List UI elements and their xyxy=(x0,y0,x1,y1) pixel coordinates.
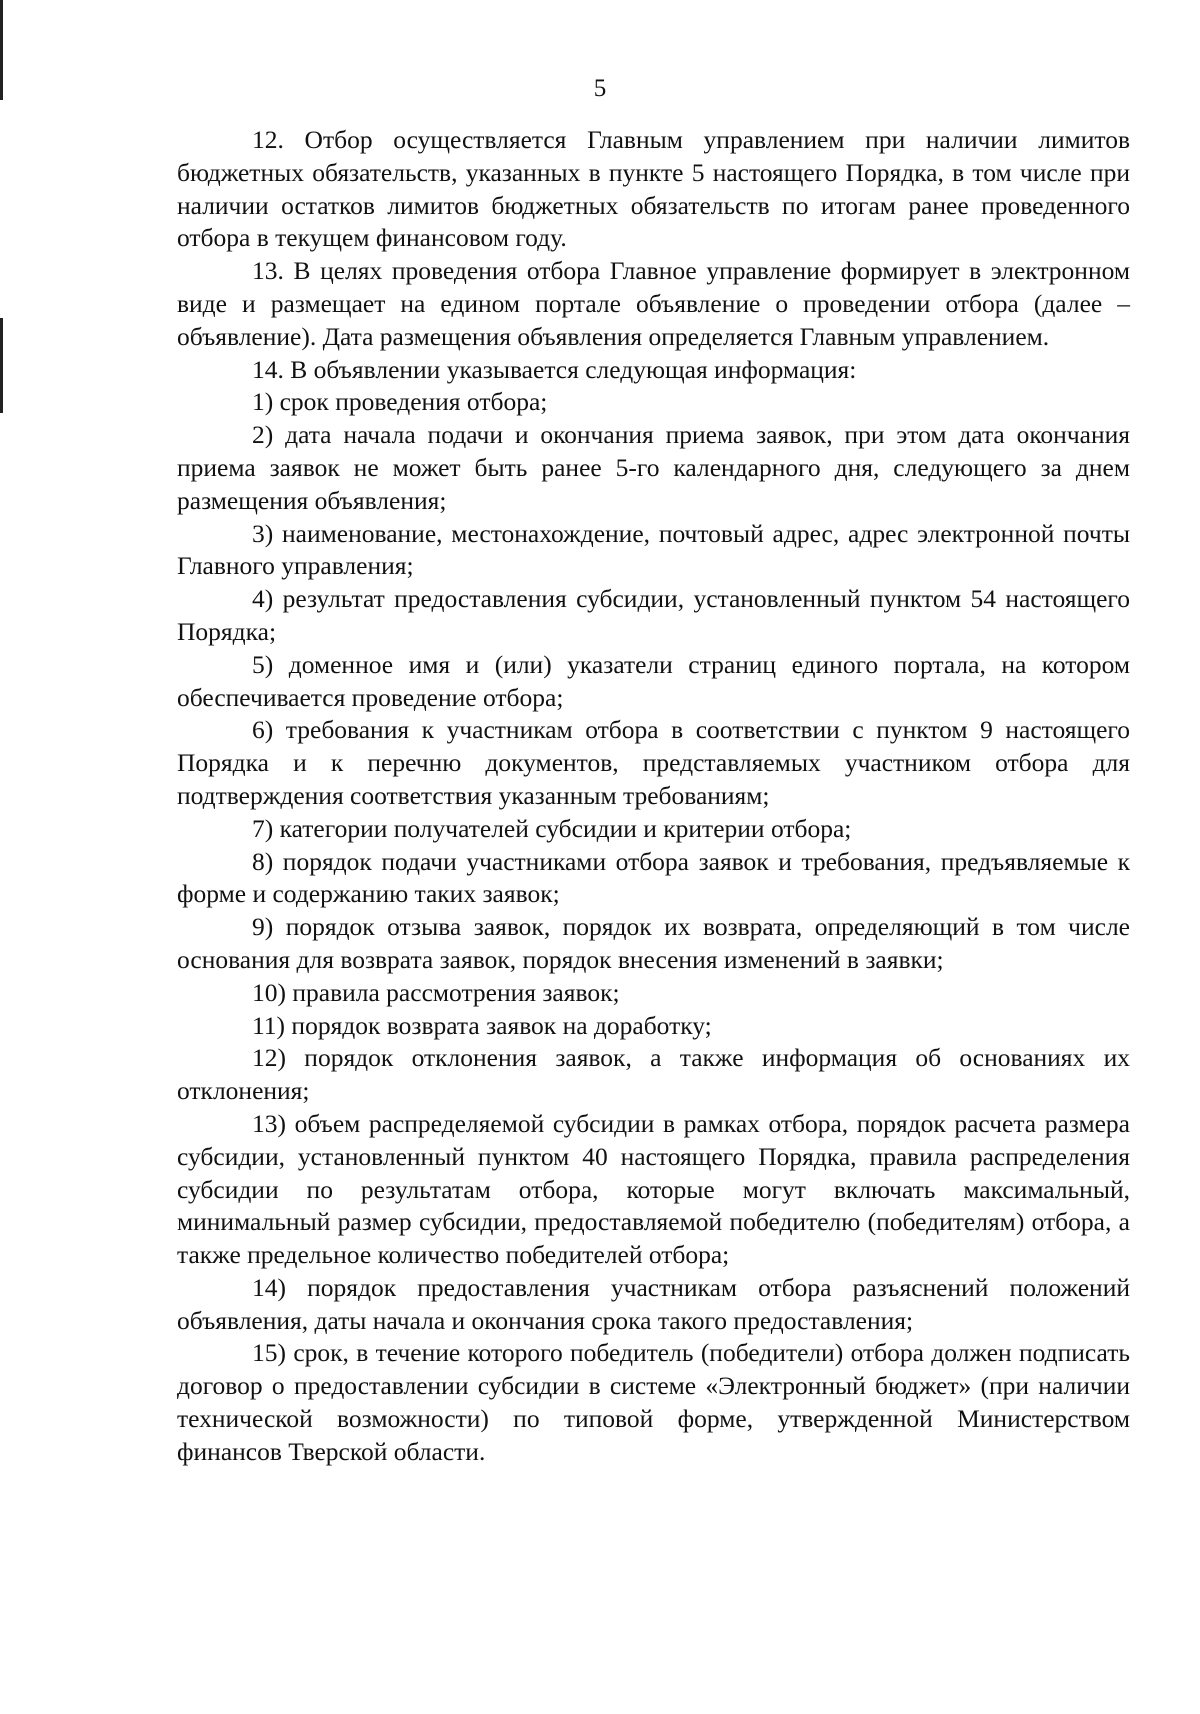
list-item-15: 15) срок, в течение которого победитель (победители) отбора должен подписать договор о предоставлении субсидии в системе «Электронный бюджет» (при наличии технической возможности) по типовой форме, утвержденной Министерством финансов Тверской области. xyxy=(177,1338,1130,1466)
paragraph-13: 13. В целях проведения отбора Главное управление формирует в электронном виде и размещает на едином портале объявление о проведении отбора (далее – объявление). Дата размещения объявления определяется Главным управлением. xyxy=(177,256,1130,351)
list-item-13: 13) объем распределяемой субсидии в рамках отбора, порядок расчета размера субсидии, установленный пунктом 40 настоящего Порядка, правила распределения субсидии по результатам отбора, которые могут включать максимальный, минимальный размер субсидии, предоставляемой победителю (победителям) отбора, а также предельное количество победителей отбора; xyxy=(177,1108,1130,1270)
list-item-2: 2) дата начала подачи и окончания приема заявок, при этом дата окончания приема заявок не может быть ранее 5-го календарного дня, следующего за днем размещения объявления; xyxy=(177,420,1130,515)
list-item-6: 6) требования к участникам отбора в соответствии с пунктом 9 настоящего Порядка и к перечню документов, представляемых участником отбора для подтверждения соответствия указанным требованиям; xyxy=(177,715,1130,810)
list-item-5: 5) доменное имя и (или) указатели страниц единого портала, на котором обеспечивается проведение отбора; xyxy=(177,649,1130,712)
page-number: 5 xyxy=(593,75,607,102)
list-item-8: 8) порядок подачи участниками отбора заявок и требования, предъявляемые к форме и содержанию таких заявок; xyxy=(177,846,1130,909)
paragraph-12: 12. Отбор осуществляется Главным управлением при наличии лимитов бюджетных обязательств, указанных в пункте 5 настоящего Порядка, в том числе при наличии остатков лимитов бюджетных обязательств по итогам ранее проведенного отбора в текущем финансовом году. xyxy=(177,125,1130,253)
list-item-11: 11) порядок возврата заявок на доработку; xyxy=(252,1010,712,1040)
list-item-9: 9) порядок отзыва заявок, порядок их возврата, определяющий в том числе основания для возврата заявок, порядок внесения изменений в заявки; xyxy=(177,912,1130,974)
list-item-1: 1) срок проведения отбора; xyxy=(252,387,548,417)
scan-edge-mark-middle xyxy=(0,318,3,413)
paragraph-14: 14. В объявлении указывается следующая информация: xyxy=(252,354,857,384)
document-body xyxy=(177,124,1130,1469)
list-item-12: 12) порядок отклонения заявок, а также информация об основаниях их отклонения; xyxy=(177,1043,1130,1106)
list-item-7: 7) категории получателей субсидии и критерии отбора; xyxy=(252,813,852,843)
list-item-14: 14) порядок предоставления участникам отбора разъяснений положений объявления, даты начала и окончания срока такого предоставления; xyxy=(177,1272,1130,1335)
list-item-4: 4) результат предоставления субсидии, установленный пунктом 54 настоящего Порядка; xyxy=(177,584,1130,646)
list-item-3: 3) наименование, местонахождение, почтовый адрес, адрес электронной почты Главного управления; xyxy=(177,518,1130,581)
list-item-10: 10) правила рассмотрения заявок; xyxy=(252,977,620,1007)
